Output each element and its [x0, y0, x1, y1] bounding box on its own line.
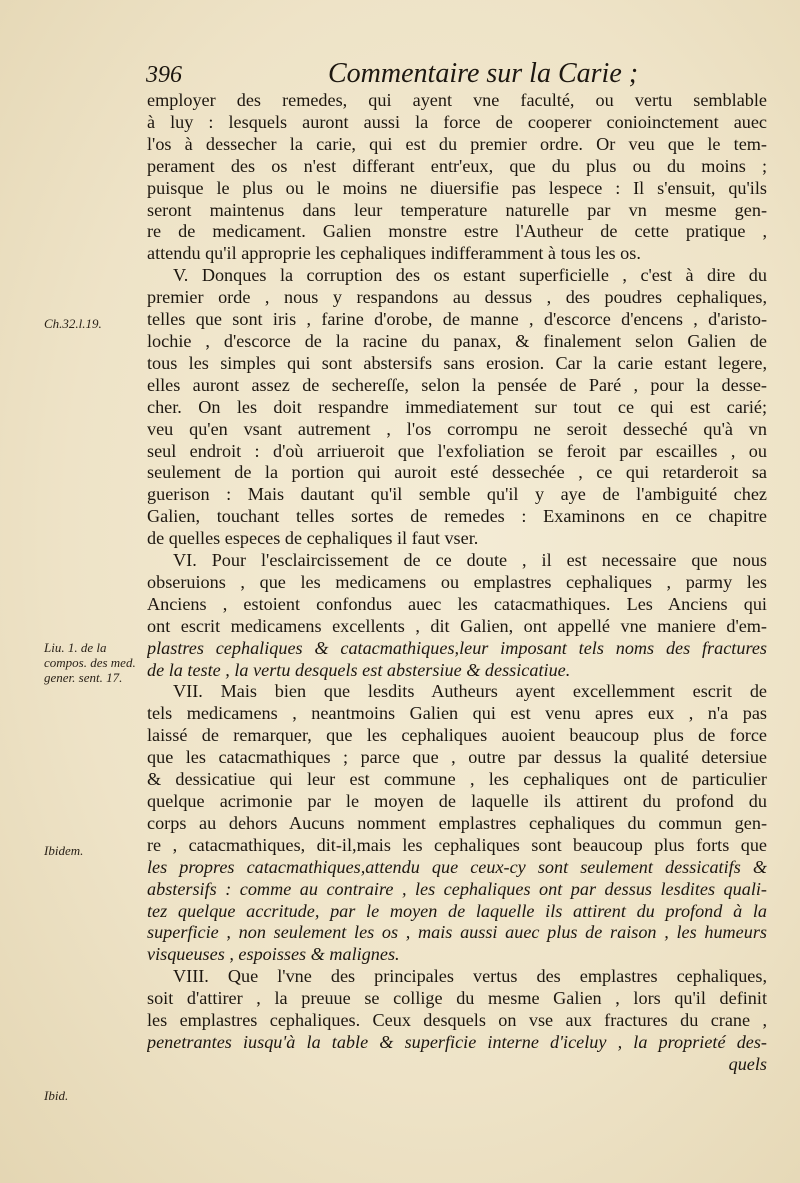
text-line: VIII. Que l'vne des principales vertus des emplastres cephaliques, — [173, 966, 767, 987]
margin-note: Liu. 1. de la compos. des med. gener. sent. 17. — [44, 640, 136, 685]
catchword: quels — [728, 1053, 767, 1074]
text-line: & dessicatiue qui leur est commune , les cephaliques ont de particulier — [147, 769, 767, 790]
text-line: corps au dehors Aucuns nomment emplastres cephaliques du commun gen- — [147, 812, 767, 833]
text-line: seront maintenus dans leur temperature naturelle par vn mesme gen- — [147, 199, 767, 220]
text-line: VI. Pour l'esclaircissement de ce doute , il est necessaire que nous — [173, 550, 767, 571]
running-title: Commentaire sur la Carie ; — [328, 58, 639, 89]
text-line: seul endroit : d'où arriueroit que l'exfoliation se feroit par escailles , ou — [147, 440, 767, 461]
margin-note: Ch.32.l.19. — [44, 316, 102, 331]
text-line: elles auront assez de sechereſſe, selon la pensée de Paré , pour la desse- — [147, 374, 767, 395]
text-line: soit d'attirer , la preuue se collige du mesme Galien , lors qu'il definit — [147, 988, 767, 1009]
text-line: visqueuses , espoisses & malignes. — [147, 944, 400, 965]
text-line: cher. On les doit respandre immediatement sur tout ce qui est carié; — [147, 396, 767, 417]
text-line: guerison : Mais dautant qu'il semble qu'il y aye de l'ambiguité chez — [147, 484, 767, 505]
page-header — [146, 58, 639, 92]
text-line: les emplastres cephaliques. Ceux desquels on vse aux fractures du crane , — [147, 1010, 767, 1031]
text-line: plastres cephaliques & catacmathiques,leur imposant tels noms des fractures — [147, 637, 767, 658]
text-line: seulement de la portion qui auroit esté dessechée , ce qui retarderoit sa — [147, 462, 767, 483]
text-line: tous les simples qui sont abstersifs sans erosion. Car la carie estant legere, — [147, 352, 767, 373]
text-line: perament des os n'est differant entr'eux, que du plus ou du moins ; — [147, 155, 767, 176]
text-line: re de medicament. Galien monstre estre l'Autheur de cette pratique , — [147, 221, 767, 242]
text-line: veu qu'en vsant autrement , l'os corrompu ne seroit desseché qu'à vn — [147, 418, 767, 439]
text-line: que les catacmathiques ; parce que , outre par dessus la qualité detersiue — [147, 747, 767, 768]
text-line: employer des remedes, qui ayent vne faculté, ou vertu semblable — [147, 90, 767, 110]
page-number: 396 — [146, 62, 182, 88]
margin-note: Ibid. — [44, 1088, 69, 1103]
text-line: premier orde , nous y respandons au dessus , des poudres cephaliques, — [147, 287, 767, 308]
text-line: ont escrit medicamens excellents , dit Galien, ont appellé vne maniere d'em- — [147, 615, 767, 636]
text-line: laissé de remarquer, que les cephaliques auoient beaucoup plus de force — [147, 725, 767, 746]
text-line: quelque acrimonie par le moyen de laquelle ils attirent du profond du — [147, 791, 767, 811]
text-line: attendu qu'il approprie les cephaliques indifferamment à tous les os. — [147, 243, 641, 264]
text-line: Galien, touchant telles sortes de remedes : Examinons en ce chapitre — [147, 506, 767, 527]
text-line: tez quelque accritude, par le moyen de laquelle ils attirent du profond à la — [147, 900, 767, 921]
text-line: de la teste , la vertu desquels est abstersiue & dessicatiue. — [147, 659, 571, 680]
text-line: l'os à dessecher la carie, qui est du premier ordre. Or veu que le tem- — [147, 133, 767, 154]
text-line: obseruions , que les medicamens ou emplastres cephaliques , parmy les — [147, 571, 767, 592]
text-line: à luy : lesquels auront aussi la force de cooperer conioinctement auec — [147, 111, 767, 132]
text-line: penetrantes iusqu'à la table & superficie interne d'iceluy , la proprieté des- — [147, 1031, 767, 1052]
text-line: telles que sont iris , farine d'orobe, de manne , d'escorce d'encens , d'aristo- — [147, 309, 767, 330]
text-line: lochie , d'escorce de la racine du panax, & finalement selon Galien de — [147, 330, 767, 351]
text-line: re , catacmathiques, dit-il,mais les cephaliques sont beaucoup plus forts que — [147, 834, 767, 855]
text-line: de quelles especes de cephaliques il faut vser. — [147, 528, 479, 549]
text-line: puisque le plus ou le moins ne diuersifie pas lespece : Il s'ensuit, qu'ils — [147, 177, 767, 198]
text-line: Anciens , estoient confondus auec les catacmathiques. Les Anciens qui — [147, 593, 767, 614]
margin-note: Ibidem. — [44, 843, 84, 858]
text-line: V. Donques la corruption des os estant superficielle , c'est à dire du — [173, 265, 767, 286]
text-line: tels medicamens , neantmoins Galien qui est venu apres eux , n'a pas — [147, 703, 767, 724]
text-line: les propres catacmathiques,attendu que ceux-cy sont seulement dessicatifs & — [147, 856, 767, 877]
text-line: superficie , non seulement les os , mais aussi auec plus de raison , les humeurs — [147, 922, 767, 943]
text-line: VII. Mais bien que lesdits Autheurs ayent excellemment escrit de — [173, 681, 767, 702]
body-text — [147, 90, 767, 1076]
text-line: abstersifs : comme au contraire , les cephaliques ont par dessus lesdites quali- — [147, 878, 767, 899]
